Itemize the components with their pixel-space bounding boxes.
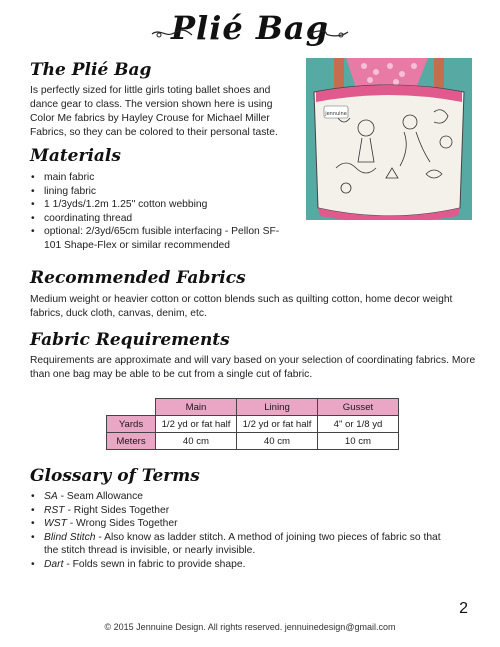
list-item: • 1 1/3yds/1.2m 1.25" cotton webbing (30, 198, 296, 212)
recommended-text: Medium weight or heavier cotton or cotton blends such as quilting cotton, home decor weight fabrics, duck cloth, canvas, denim, etc. (30, 294, 453, 319)
table-row (107, 433, 399, 450)
page-number: 2 (459, 600, 468, 617)
recommended-heading: Recommended Fabrics (30, 268, 246, 288)
glossary-definition: - Wrong Sides Together (66, 518, 178, 529)
glossary-definition: - Folds sewn in fabric to provide shape. (63, 558, 246, 570)
bag-photo (306, 58, 472, 220)
glossary-heading: Glossary of Terms (30, 466, 200, 486)
list-item (30, 531, 450, 558)
requirements-text: Requirements are approximate and will vary based on your selection of coordinating fabrics. More than one bag may be able to be cut from a single cut of fabric. (30, 355, 476, 380)
materials-list (30, 171, 296, 252)
table-cell: 40 cm (237, 433, 318, 450)
glossary-term: RST (44, 504, 65, 516)
swirl-ornament-left-icon (150, 26, 194, 40)
column-header: Gusset (318, 399, 399, 416)
bag-illustration-icon (306, 58, 472, 220)
table-cell: 1/2 yd or fat half (237, 416, 318, 433)
list-item (30, 504, 450, 518)
glossary-term: WST (44, 518, 67, 529)
table-cell: 4" or 1/8 yd (318, 416, 399, 433)
list-item: • lining fabric (30, 185, 296, 199)
list-item: • optional: 2/3yd/65cm fusible interfacing - Pellon SF-101 Shape-Flex or similar recommended (30, 225, 296, 252)
list-item: • coordinating thread (30, 212, 296, 226)
title-block (0, 6, 500, 50)
materials-heading: Materials (30, 146, 121, 166)
table-cell: 40 cm (156, 433, 237, 450)
intro-heading: The Plié Bag (30, 60, 152, 80)
list-item (30, 490, 450, 504)
fabric-requirements-table (106, 398, 399, 450)
table-cell: 10 cm (318, 433, 399, 450)
table-row (107, 416, 399, 433)
photo-tag-text: jennuine (325, 111, 347, 117)
intro-text: Is perfectly sized for little girls toting ballet shoes and dance gear to class. The version shown here is using Color Me fabrics by Hayley Crouse for Michael Miller Fabrics, so they can be colored to their personal taste. (30, 85, 278, 138)
glossary-definition: - Right Sides Together (64, 504, 170, 516)
page-title: Plié Bag (170, 9, 330, 47)
row-label: Meters (107, 433, 156, 450)
column-header: Lining (237, 399, 318, 416)
table-header-row (107, 399, 399, 416)
glossary-definition: - Seam Allowance (57, 491, 144, 502)
table-cell: 1/2 yd or fat half (156, 416, 237, 433)
list-item (30, 558, 450, 572)
glossary-definition: - Also know as ladder stitch. A method of joining two pieces of fabric so that the stitch thread is invisible, or nearly invisible. (44, 531, 441, 556)
column-header: Main (156, 399, 237, 416)
footer-copyright: © 2015 Jennuine Design. All rights reserved. jennuinedesign@gmail.com (104, 622, 396, 632)
row-label: Yards (107, 416, 156, 433)
swirl-ornament-right-icon (306, 26, 350, 40)
list-item (30, 517, 450, 531)
glossary-term: Dart (44, 558, 64, 570)
glossary-term: SA (44, 491, 58, 502)
requirements-heading: Fabric Requirements (30, 330, 230, 350)
glossary-list (30, 490, 450, 571)
list-item: • main fabric (30, 171, 296, 185)
glossary-term: Blind Stitch (44, 531, 96, 543)
